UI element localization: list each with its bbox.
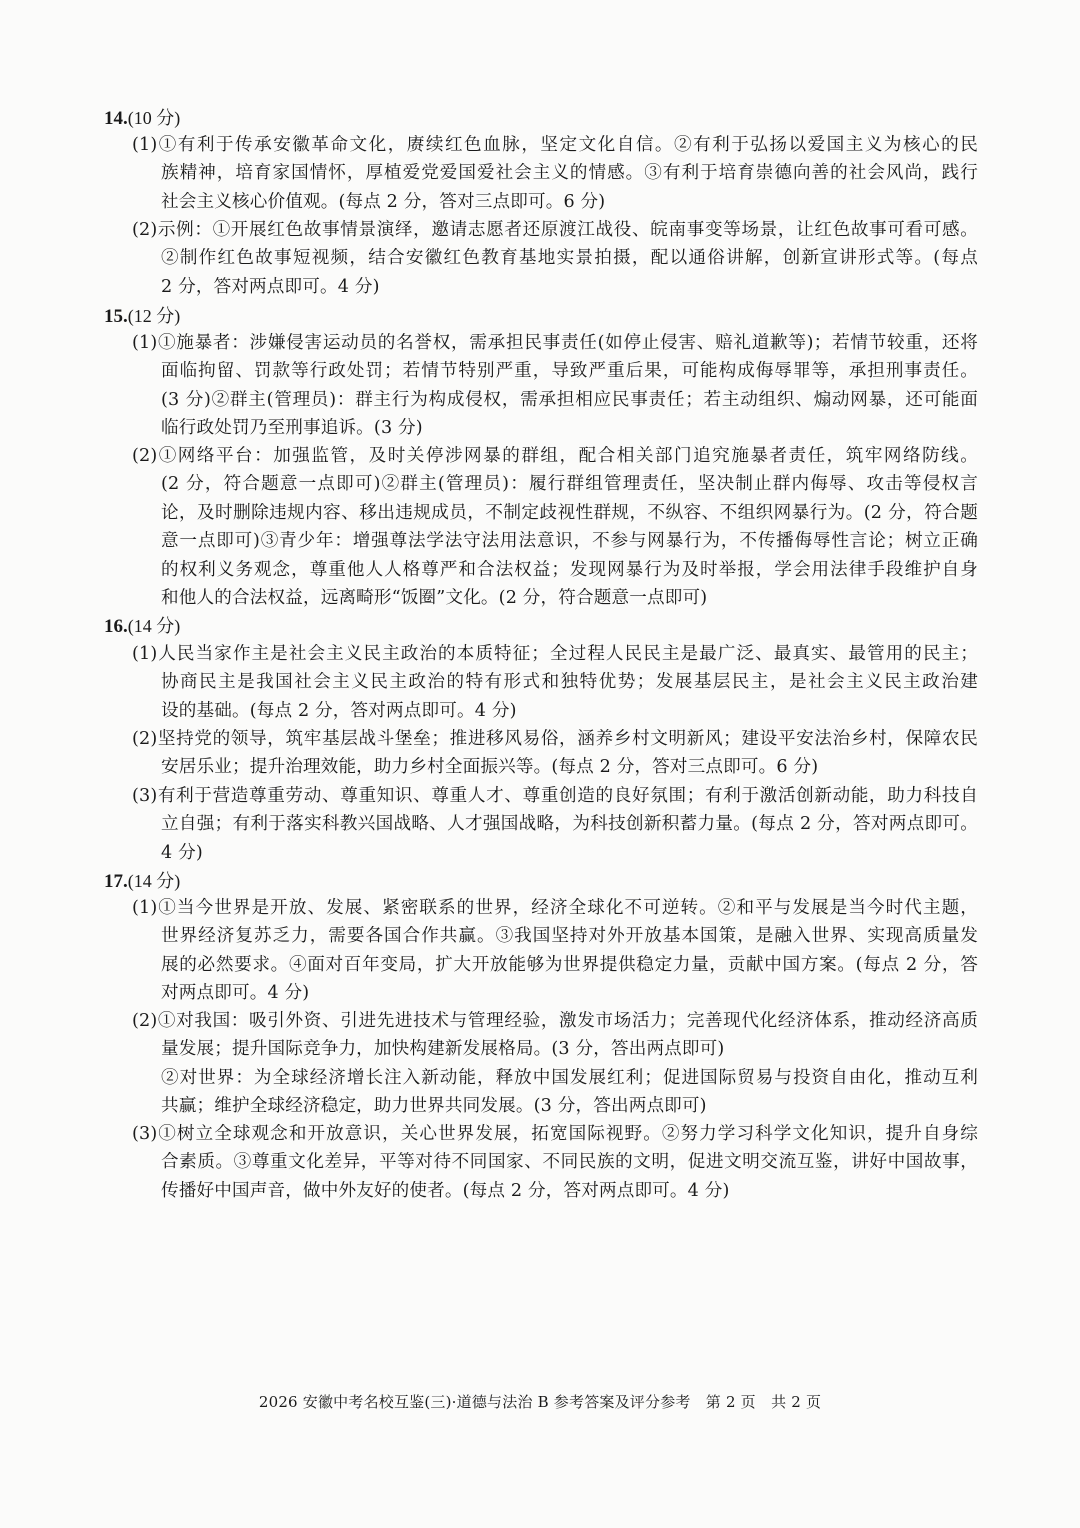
- answer-line: ②制作红色故事短视频，结合安徽红色教育基地实景拍摄，配以通俗讲解，创新宣讲形式等。(每点: [161, 248, 978, 269]
- answer-line: 临行政处罚乃至刑事追诉。(3 分): [161, 418, 423, 439]
- answer-line: (2)示例：①开展红色故事情景演绎，邀请志愿者还原渡江战役、皖南事变等场景，让红色故事可看可感。: [132, 220, 978, 240]
- answer-line: 世界经济复苏乏力，需要各国合作共赢。③我国坚持对外开放基本国策，是融入世界、实现高质量发: [161, 926, 978, 947]
- answer-line: (1)①当今世界是开放、发展、紧密联系的世界，经济全球化不可逆转。②和平与发展是当今时代主题，: [132, 898, 978, 918]
- question-number: 16.: [104, 616, 128, 637]
- answer-line: (1)人民当家作主是社会主义民主政治的本质特征；全过程人民民主是最广泛、最真实、最管用的民主；: [132, 644, 978, 664]
- answer-line: 展的必然要求。④面对百年变局，扩大开放能够为世界提供稳定力量，贡献中国方案。(每点 2 分，答: [161, 954, 978, 975]
- answer-line: 论，及时删除违规内容、移出违规成员，不制定歧视性群规，不纵容、不组织网暴行为。(2 分，符合题: [161, 502, 978, 523]
- answer-line: (3 分)②群主(管理员)：群主行为构成侵权，需承担相应民事责任；若主动组织、煽动网暴，还可能面: [161, 389, 978, 410]
- answer-line: 意一点即可)③青少年：增强尊法学法守法用法意识，不参与网暴行为，不传播侮辱性言论；树立正确: [161, 531, 978, 552]
- question-number: 15.: [104, 306, 128, 327]
- answer-line: 传播好中国声音，做中外友好的使者。(每点 2 分，答对两点即可。4 分): [161, 1180, 730, 1201]
- question-header: [104, 867, 180, 896]
- answer-line: 设的基础。(每点 2 分，答对两点即可。4 分): [161, 700, 517, 721]
- answer-line: 和他人的合法权益，远离畸形“饭圈”文化。(2 分，符合题意一点即可): [161, 588, 708, 609]
- answer-line: 4 分): [161, 842, 203, 863]
- answer-part-2: [132, 442, 978, 612]
- answer-line: (3)有利于营造尊重劳动、尊重知识、尊重人才、尊重创造的良好氛围；有利于激活创新动能，助力科技自: [132, 786, 978, 806]
- answer-line: 立自强；有利于落实科教兴国战略、人才强国战略，为科技创新积蓄力量。(每点 2 分，答对两点即可。: [161, 814, 978, 835]
- answer-line: 共赢；维护全球经济稳定，助力世界共同发展。(3 分，答出两点即可): [161, 1096, 707, 1117]
- answer-line: 合素质。③尊重文化差异，平等对待不同国家、不同民族的文明，促进文明交流互鉴，讲好中国故事，: [161, 1152, 978, 1173]
- answer-line: (1)①有利于传承安徽革命文化，赓续红色血脉，坚定文化自信。②有利于弘扬以爱国主义为核心的民: [132, 135, 978, 155]
- answer-line: (2)①网络平台：加强监管，及时关停涉网暴的群组，配合相关部门追究施暴者责任，筑牢网络防线。: [132, 446, 978, 466]
- answer-part-1: [132, 329, 978, 443]
- answer-line: (2)①对我国：吸引外资、引进先进技术与管理经验，激发市场活力；完善现代化经济体系，推动经济高质: [132, 1011, 978, 1031]
- answer-line: 社会主义核心价值观。(每点 2 分，答对三点即可。6 分): [161, 191, 606, 212]
- answer-part-3: [132, 1120, 978, 1205]
- answer-line: (2)坚持党的领导，筑牢基层战斗堡垒；推进移风易俗，涵养乡村文明新风；建设平安法治乡村，保障农民: [132, 729, 978, 749]
- answer-line: 安居乐业；提升治理效能，助力乡村全面振兴等。(每点 2 分，答对三点即可。6 分): [161, 757, 819, 778]
- answer-part-2: [132, 1007, 978, 1121]
- answer-line: 族精神，培育家国情怀，厚植爱党爱国爱社会主义的情感。③有利于培育崇德向善的社会风尚，践行: [161, 163, 978, 184]
- answer-part-1: [132, 640, 978, 725]
- answer-line: 量发展；提升国际竞争力，加快构建新发展格局。(3 分，答出两点即可): [161, 1039, 725, 1060]
- answer-line: 的权利义务观念，尊重他人人格尊严和合法权益；发现网暴行为及时举报，学会用法律手段维护自身: [161, 559, 978, 580]
- question-points: (12 分): [127, 306, 181, 326]
- question-header: [104, 612, 180, 641]
- question-number: 14.: [104, 108, 128, 129]
- answer-part-2: [132, 725, 978, 782]
- question-points: (14 分): [127, 871, 181, 891]
- page-footer: 2026 安徽中考名校互鉴(三)·道德与法治 B 参考答案及评分参考 第 2 页 共 2 页: [258, 1393, 822, 1411]
- answer-part-2: [132, 216, 978, 301]
- question-header: [104, 302, 180, 331]
- answer-line: 对两点即可。4 分): [161, 983, 310, 1004]
- answer-part-1: [132, 894, 978, 1008]
- question-header: [104, 104, 180, 133]
- answer-line: (2 分，符合题意一点即可)②群主(管理员)：履行群组管理责任，坚决制止群内侮辱、攻击等侵权言: [161, 474, 978, 495]
- answer-part-3: [132, 782, 978, 867]
- answer-part-1: [132, 131, 978, 216]
- answer-line: (3)①树立全球观念和开放意识，关心世界发展，拓宽国际视野。②努力学习科学文化知识，提升自身综: [132, 1124, 978, 1144]
- question-points: (14 分): [127, 616, 181, 636]
- answer-line: 面临拘留、罚款等行政处罚；若情节特别严重，导致严重后果，可能构成侮辱罪等，承担刑事责任。: [161, 361, 978, 382]
- answer-line: 协商民主是我国社会主义民主政治的特有形式和独特优势；发展基层民主，是社会主义民主政治建: [161, 672, 978, 693]
- question-points: (10 分): [127, 108, 181, 128]
- question-number: 17.: [104, 871, 128, 892]
- answer-line: (1)①施暴者：涉嫌侵害运动员的名誉权，需承担民事责任(如停止侵害、赔礼道歉等)；若情节较重，还将: [132, 333, 978, 353]
- answer-line: ②对世界：为全球经济增长注入新动能，释放中国发展红利；促进国际贸易与投资自由化，推动互利: [161, 1067, 978, 1088]
- answer-line: 2 分，答对两点即可。4 分): [161, 276, 380, 297]
